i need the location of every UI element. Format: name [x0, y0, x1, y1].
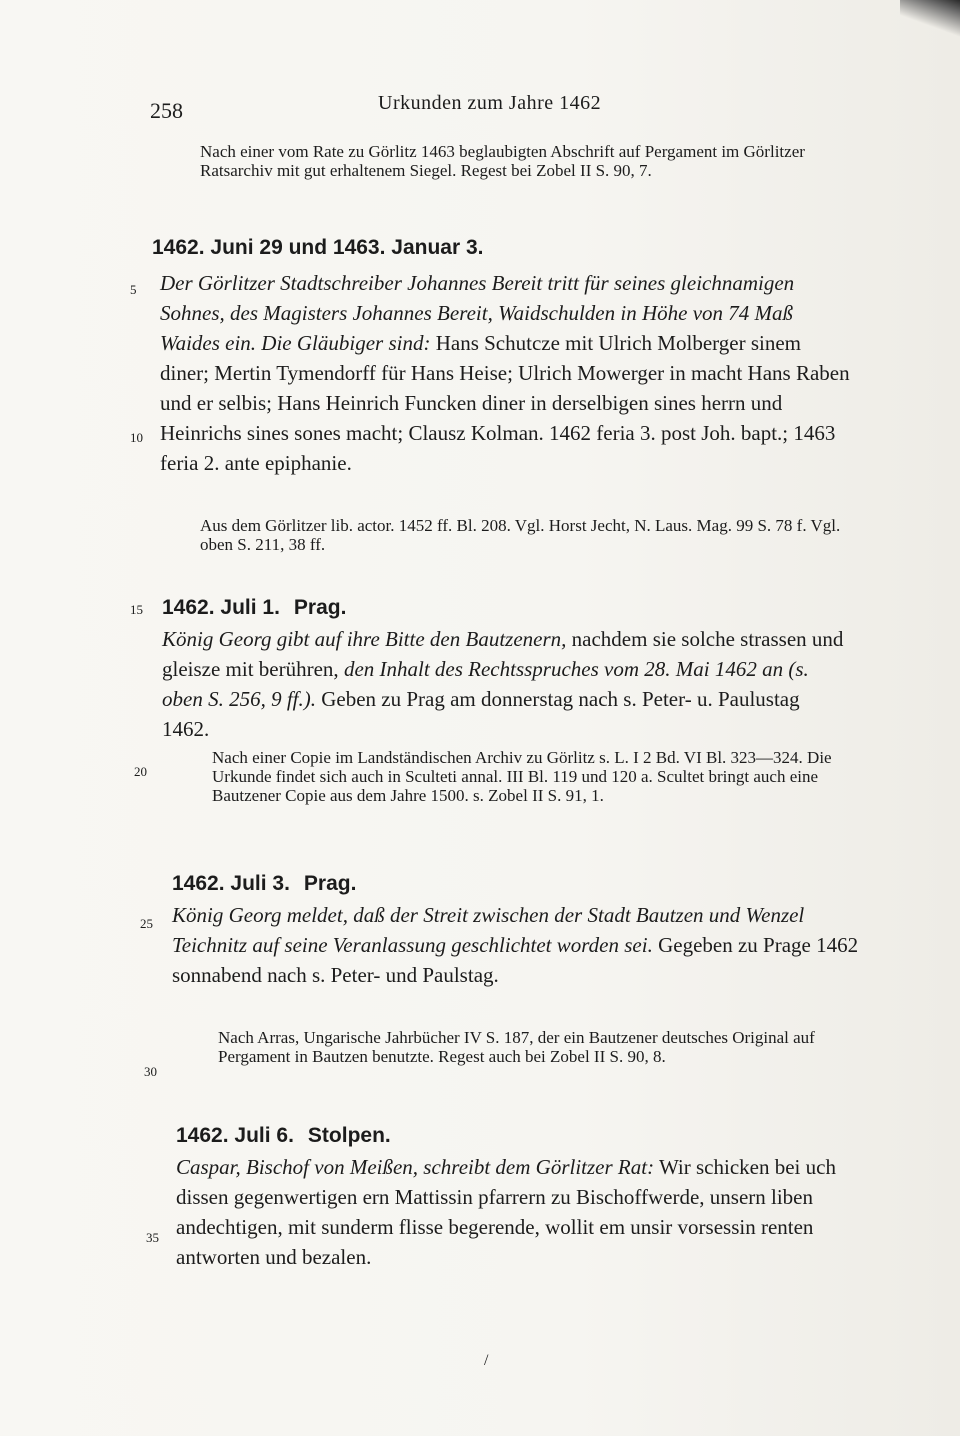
line-number: 30 — [144, 1064, 157, 1079]
summary-text: König Georg meldet, daß der Streit zwischen der Stadt Bautzen und Wenzel Teichnitz auf seine Veranlassung geschlichtet worden sei. — [172, 903, 805, 957]
entry-body — [172, 900, 860, 990]
source-note: Nach einer Copie im Landständischen Archiv zu Görlitz s. L. I 2 Bd. VI Bl. 323—324. Die Urkunde findet sich auch in Sculteti annal. III Bl. 119 und 120 a. Scultet bringt auch eine Bautzener Copie aus dem Jahre 1500. s. Zobel II S. 91, 1. — [212, 748, 832, 805]
source-note: Aus dem Görlitzer lib. actor. 1452 ff. Bl. 208. Vgl. Horst Jecht, N. Laus. Mag. 99 S. 78 f. Vgl. oben S. 211, 38 ff. — [200, 516, 841, 554]
summary-text: König Georg gibt auf ihre Bitte den Bautzenern, — [162, 627, 567, 651]
entry-heading — [172, 872, 356, 896]
entry-date: 1462. Juli 6. — [176, 1124, 294, 1147]
footer-mark: / — [484, 1352, 489, 1369]
summary-text: den Inhalt des Rechtsspruches vom 28. Mai 1462 an (s. oben S. 256, 9 ff.). — [162, 657, 809, 711]
source-note: Nach einer vom Rate zu Görlitz 1463 beglaubigten Abschrift auf Pergament im Görlitzer Ratsarchiv mit gut erhaltenem Siegel. Regest bei Zobel II S. 90, 7. — [200, 142, 805, 180]
quoted-text: Hans Schutcze mit Ulrich Molberger sinem diner; Mertin Tymendorff für Hans Heise; Ulrich Mowerger in macht Hans Raben und er selbis; Hans Heinrich Funcken diner in derselbigen sines herrn und Heinrichs sines sones macht; Clausz Kolman. 1462 feria 3. post Joh. bapt.; 1463 feria 2. ante epiphanie. — [160, 331, 850, 475]
summary-text: Der Görlitzer Stadtschreiber Johannes Bereit tritt für seines gleichnamigen Sohnes, des Magisters Johannes Bereit, Waidschulden in Höhe von 74 Maß Waides ein. Die Gläubiger sind: — [160, 271, 795, 355]
entry-place: Prag. — [293, 596, 347, 619]
line-number: 15 — [130, 602, 143, 617]
quoted-text: Gegeben zu Prage 1462 sonnabend nach s. Peter- und Paulstag. — [172, 933, 859, 987]
entry-heading — [176, 1124, 391, 1148]
entry-body — [160, 268, 850, 478]
entry-date: 1462. Juni 29 und 1463. Januar 3. — [152, 236, 484, 259]
page-number: 258 — [150, 98, 183, 123]
running-title: Urkunden zum Jahre 1462 — [378, 92, 602, 114]
line-number: 20 — [134, 764, 147, 779]
entry-place: Stolpen. — [307, 1124, 391, 1147]
entry-body — [176, 1152, 864, 1272]
source-note: Nach Arras, Ungarische Jahrbücher IV S. 187, der ein Bautzener deutsches Original auf Pergament in Bautzen benutzte. Regest auch bei Zobel II S. 90, 8. — [218, 1028, 815, 1066]
quoted-text: nachdem sie solche strassen und gleisze mit berühren, — [162, 627, 844, 681]
entry-body — [162, 624, 852, 744]
line-number: 10 — [130, 430, 143, 445]
entry-date: 1462. Juli 1. — [162, 596, 280, 619]
summary-text: Caspar, Bischof von Meißen, schreibt dem Görlitzer Rat: — [176, 1155, 655, 1179]
quoted-text: Geben zu Prag am donnerstag nach s. Peter- u. Paulustag 1462. — [162, 687, 800, 741]
entry-place: Prag. — [303, 872, 357, 895]
entry-date: 1462. Juli 3. — [172, 872, 290, 895]
entry-heading — [152, 236, 484, 260]
line-number: 35 — [146, 1230, 159, 1245]
line-number: 25 — [140, 916, 153, 931]
line-number: 5 — [130, 282, 137, 297]
entry-heading — [162, 596, 346, 620]
scan-corner-shadow — [900, 0, 960, 40]
quoted-text: Wir schicken bei uch dissen gegenwertigen ern Mattissin pfarrern zu Bischoffwerde, unsern liben andechtigen, mit sunderm flisse begerende, wollit em unsir vorsessin renten antworten und bezalen. — [176, 1155, 836, 1269]
